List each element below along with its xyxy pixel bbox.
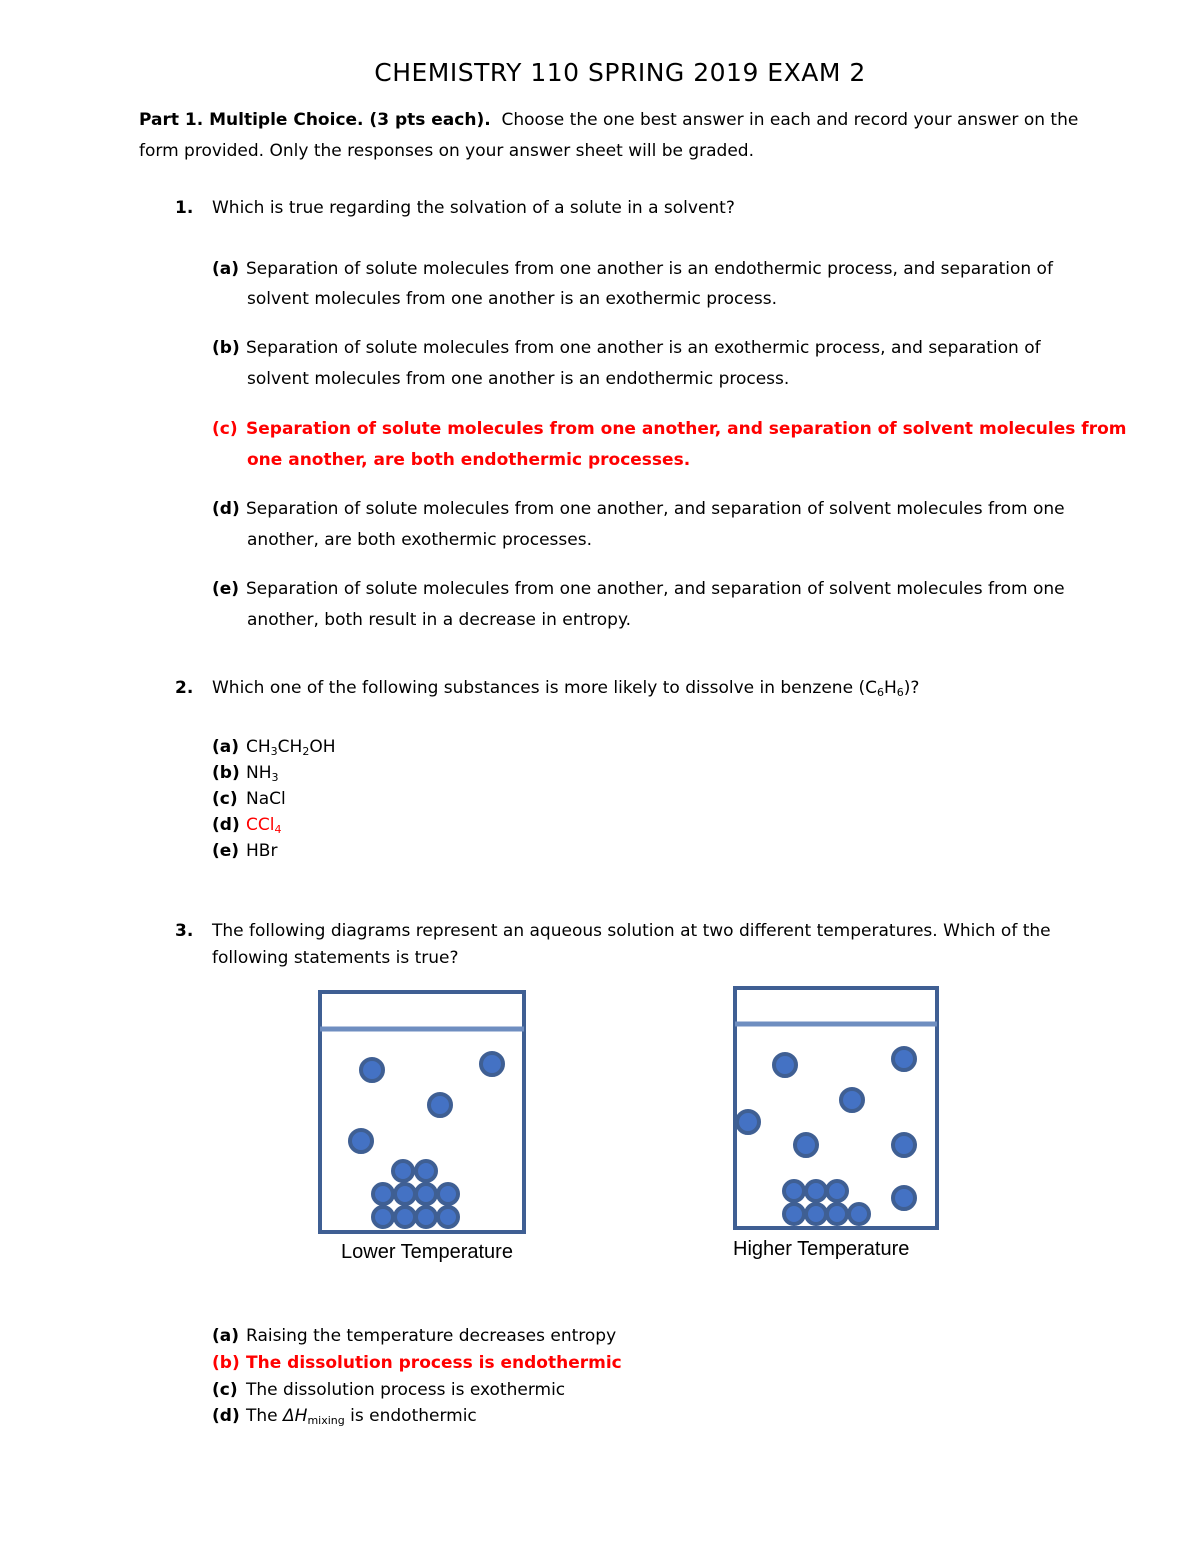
option-label: (b): [212, 338, 240, 358]
q2-text-pre: Which one of the following substances is more likely to dissolve in benzene (C: [212, 678, 877, 698]
dissolved-particle: [350, 1130, 372, 1152]
q3-option-c[interactable]: [212, 1379, 565, 1401]
question-3-line2: following statements is true?: [212, 948, 459, 968]
q2-option-c[interactable]: [212, 788, 286, 810]
option-label: (d): [212, 815, 240, 835]
option-text: Separation of solute molecules from one another is an exothermic process, and separation of: [246, 338, 1041, 358]
option-label: (a): [212, 259, 240, 279]
formula: HBr: [246, 841, 278, 861]
option-text: The dissolution process is exothermic: [246, 1380, 566, 1400]
dissolved-particle: [774, 1054, 796, 1076]
q2-text-mid: H: [883, 678, 897, 698]
q1-option-e[interactable]: [212, 578, 1065, 600]
q2-sub1: 6: [876, 686, 884, 699]
option-label: (c): [212, 789, 238, 809]
option-label: (c): [212, 419, 238, 439]
solid-particle: [395, 1184, 415, 1204]
part1-heading: Part 1. Multiple Choice. (3 pts each).: [139, 110, 491, 130]
option-text: Separation of solute molecules from one another, and separation of solvent molecules from one: [246, 579, 1065, 599]
question-number: 2.: [175, 678, 194, 698]
dissolved-particle: [481, 1053, 503, 1075]
question-2-text: [212, 677, 919, 699]
q2-text-post: )?: [903, 678, 920, 698]
option-text: Separation of solute molecules from one another is an endothermic process, and separation of: [246, 259, 1053, 279]
q3-option-d[interactable]: [212, 1405, 477, 1427]
question-number: 3.: [175, 921, 194, 941]
option-text: Separation of solute molecules from one another, and separation of solvent molecules from: [246, 419, 1127, 439]
option-label: (d): [212, 499, 240, 519]
q2-option-d-correct[interactable]: [212, 814, 281, 836]
mixing-subscript: mixing: [307, 1414, 345, 1427]
solid-particle: [806, 1204, 826, 1224]
option-text: The dissolution process is endothermic: [246, 1353, 622, 1373]
solid-particle: [373, 1207, 393, 1227]
option-text: Raising the temperature decreases entropy: [246, 1326, 617, 1346]
dissolved-particle: [893, 1048, 915, 1070]
dissolved-particle: [893, 1187, 915, 1209]
dissolved-particle: [841, 1089, 863, 1111]
caption-higher-temperature: Higher Temperature: [733, 1238, 910, 1260]
q3-option-a[interactable]: [212, 1325, 616, 1347]
question-number: 1.: [175, 198, 194, 218]
dissolved-particle: [361, 1059, 383, 1081]
solid-particle: [416, 1207, 436, 1227]
caption-lower-temperature: Lower Temperature: [341, 1241, 513, 1263]
q3-option-b-correct[interactable]: [212, 1352, 622, 1374]
q1-option-a-line2: solvent molecules from one another is an exothermic process.: [247, 289, 777, 309]
solid-particle: [806, 1181, 826, 1201]
dissolved-particle: [737, 1111, 759, 1133]
option-label: (e): [212, 579, 240, 599]
q2-option-e[interactable]: [212, 840, 277, 862]
part1-instructions-line1: Choose the one best answer in each and record your answer on the: [501, 110, 1079, 130]
option-label: (d): [212, 1406, 240, 1426]
solid-particle: [784, 1204, 804, 1224]
beaker-higher-temperature: [731, 984, 941, 1232]
solid-particle: [438, 1207, 458, 1227]
exam-title: CHEMISTRY 110 SPRING 2019 EXAM 2: [374, 58, 866, 87]
solid-particle: [416, 1184, 436, 1204]
q1-option-a[interactable]: [212, 258, 1053, 280]
q1-option-d-line2: another, are both exothermic processes.: [247, 530, 592, 550]
delta-h-symbol: ΔH: [283, 1406, 308, 1426]
solid-particle: [416, 1161, 436, 1181]
option-label: (b): [212, 1353, 240, 1373]
solid-particle: [827, 1204, 847, 1224]
q1-option-e-line2: another, both result in a decrease in entropy.: [247, 610, 632, 630]
question-3-line1: The following diagrams represent an aqueous solution at two different temperatures. Which of the: [212, 921, 1051, 941]
undissolved-solid: [784, 1181, 869, 1224]
formula: CCl$_4$: [246, 815, 282, 836]
option-label: (a): [212, 1326, 240, 1346]
solid-particle: [373, 1184, 393, 1204]
option-label: (b): [212, 763, 240, 783]
dissolved-particle: [429, 1094, 451, 1116]
dissolved-particle: [795, 1134, 817, 1156]
solid-particle: [827, 1181, 847, 1201]
beaker-lower-temperature: [316, 988, 528, 1236]
dissolved-particles: [350, 1053, 503, 1152]
part1-instructions-line2: form provided. Only the responses on your answer sheet will be graded.: [139, 141, 755, 161]
formula: NaCl: [246, 789, 286, 809]
option-label: (a): [212, 737, 240, 757]
solid-particle: [395, 1207, 415, 1227]
question-1: [175, 197, 193, 219]
question-1-text: Which is true regarding the solvation of a solute in a solvent?: [212, 198, 735, 218]
undissolved-solid: [373, 1161, 458, 1227]
q1-option-b[interactable]: [212, 337, 1041, 359]
q2-sub2: 6: [896, 686, 904, 699]
q1-option-c-correct[interactable]: [212, 418, 1126, 440]
formula: $CH_3CH_2OH$: [246, 737, 336, 758]
formula: $NH_3$: [246, 763, 279, 784]
q2-option-a[interactable]: [212, 736, 335, 758]
question-3: [175, 920, 193, 942]
solid-particle: [393, 1161, 413, 1181]
option-text: The $\Delta H_{mixing}$ is endothermic: [246, 1406, 477, 1427]
q1-option-c-line2: one another, are both endothermic processes.: [247, 450, 691, 470]
option-label: (e): [212, 841, 240, 861]
dissolved-particle: [893, 1134, 915, 1156]
solid-particle: [784, 1181, 804, 1201]
option-label: (c): [212, 1380, 238, 1400]
solid-particle: [438, 1184, 458, 1204]
question-2: [175, 677, 193, 699]
part1-instructions: [139, 109, 1078, 131]
option-text: Separation of solute molecules from one another, and separation of solvent molecules from one: [246, 499, 1065, 519]
solid-particle: [849, 1204, 869, 1224]
q1-option-b-line2: solvent molecules from one another is an endothermic process.: [247, 369, 790, 389]
q1-option-d[interactable]: [212, 498, 1065, 520]
q2-option-b[interactable]: [212, 762, 279, 784]
